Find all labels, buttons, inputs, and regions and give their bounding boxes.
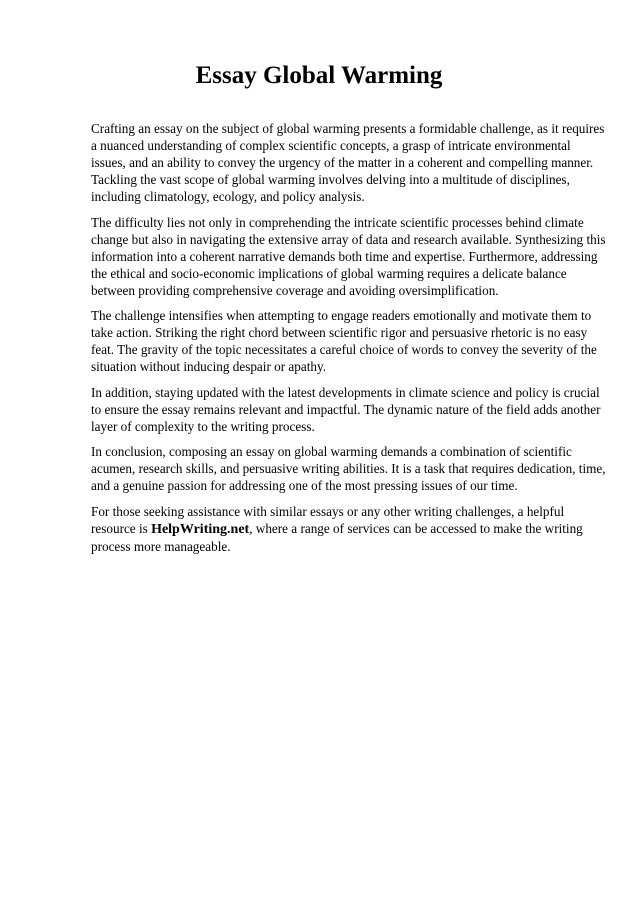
paragraph-line: situation without inducing despair or apathy. — [91, 359, 327, 374]
paragraph-line: The challenge intensifies when attempting to engage readers emotionally and motivate them to — [91, 308, 592, 323]
paragraph-line: change but also in navigating the extensive array of data and research available. Synthesizing this — [91, 231, 606, 247]
paragraph-line: Tackling the vast scope of global warming involves delving into a multitude of disciplines, — [91, 172, 570, 187]
paragraph-line: issues, and an ability to convey the urgency of the matter in a coherent and compelling manner. — [91, 155, 594, 170]
paragraph-line: The difficulty lies not only in comprehending the intricate scientific processes behind climate — [91, 214, 584, 230]
document-title: Essay Global Warming — [195, 62, 443, 89]
paragraph-2 — [91, 214, 611, 299]
paragraph-line: to ensure the essay remains relevant and impactful. The dynamic nature of the field adds another — [91, 401, 601, 417]
paragraph-line: Crafting an essay on the subject of global warming presents a formidable challenge, as it requires — [91, 121, 605, 136]
link-trail-text: , where a range of services can be accessed to make the writing — [249, 520, 583, 536]
paragraph-3 — [91, 307, 611, 375]
paragraph-line: information into a coherent narrative demands both time and expertise. Furthermore, addressing — [91, 248, 598, 264]
paragraph-line: feat. The gravity of the topic necessitates a careful choice of words to convey the severity of the — [91, 342, 597, 357]
paragraph-line: between providing comprehensive coverage and avoiding oversimplification. — [91, 282, 499, 298]
paragraph-4 — [91, 384, 611, 435]
paragraph-line: a nuanced understanding of complex scientific concepts, a grasp of intricate environmental — [91, 138, 571, 153]
paragraph-1 — [91, 120, 611, 205]
paragraph-line: process more manageable. — [91, 538, 231, 554]
paragraph-line: In conclusion, composing an essay on global warming demands a combination of scientific — [91, 444, 572, 459]
paragraph-line: and a genuine passion for addressing one of the most pressing issues of our time. — [91, 478, 518, 493]
paragraph-line: In addition, staying updated with the latest developments in climate science and policy is crucial — [91, 384, 600, 400]
paragraph-line-with-link — [91, 520, 611, 538]
paragraph-line: layer of complexity to the writing process. — [91, 418, 315, 434]
paragraph-line: the ethical and socio-economic implications of global warming requires a delicate balance — [91, 265, 567, 281]
paragraph-line: For those seeking assistance with similar essays or any other writing challenges, a helpful — [91, 503, 565, 519]
paragraph-5 — [91, 443, 611, 494]
closing-paragraph — [91, 503, 611, 555]
document-body — [91, 120, 611, 563]
paragraph-line: acumen, research skills, and persuasive writing abilities. It is a task that requires dedication, time, — [91, 461, 606, 476]
link-lead-text: resource is — [91, 520, 152, 536]
paragraph-line: take action. Striking the right chord between scientific rigor and persuasive rhetoric is no easy — [91, 325, 588, 340]
helpwriting-link[interactable]: HelpWriting.net — [151, 521, 250, 537]
paragraph-line: including climatology, ecology, and policy analysis. — [91, 189, 365, 204]
